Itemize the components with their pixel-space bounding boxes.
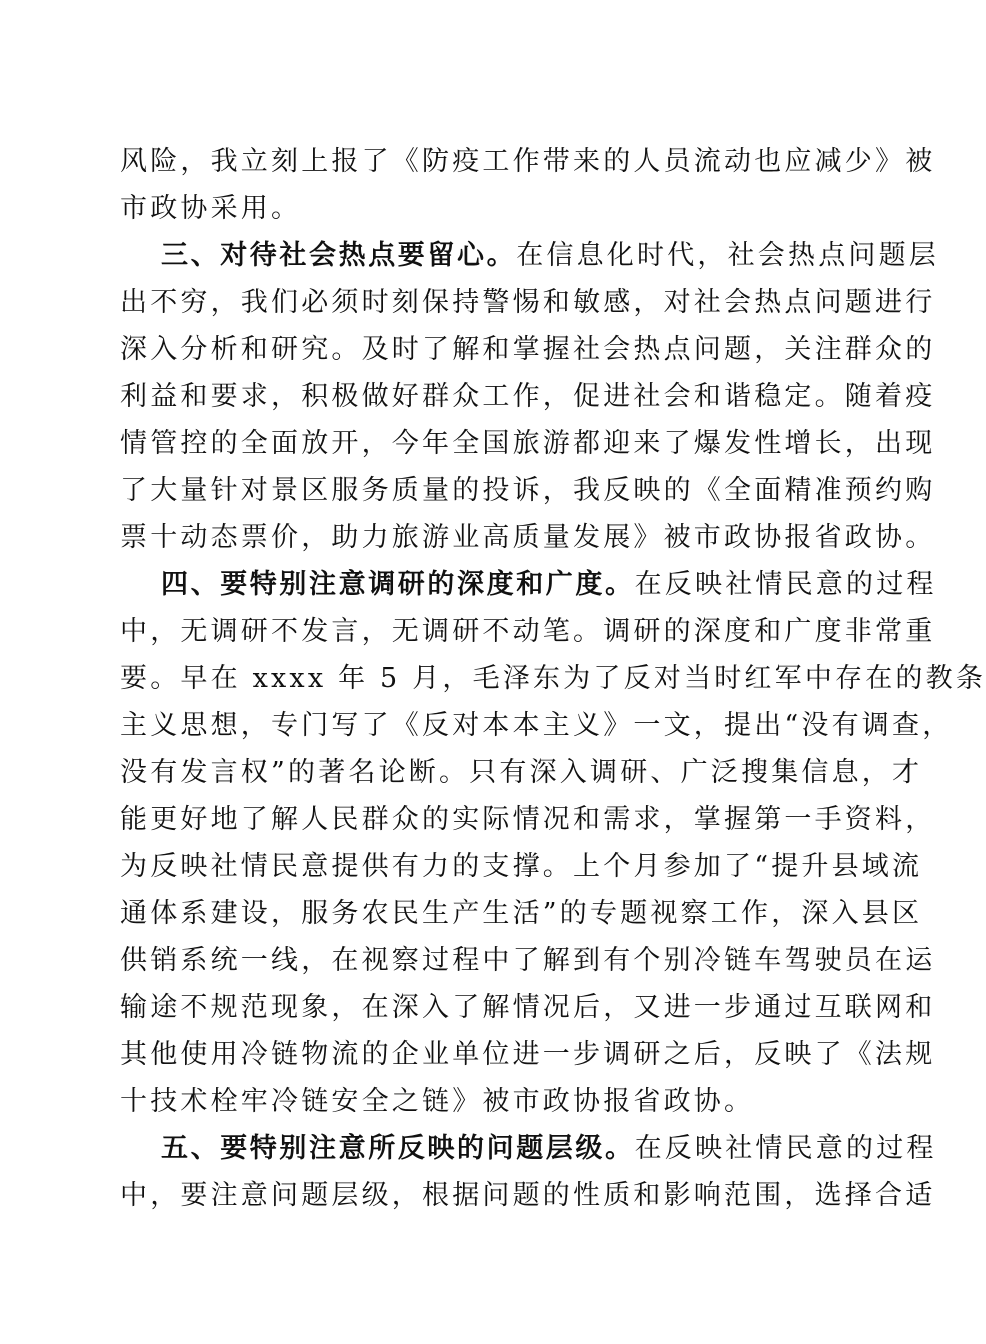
paragraph-line: 能更好地了解人民群众的实际情况和需求，掌握第一手资料， [120,804,936,835]
paragraph-line: 风险，我立刻上报了《防疫工作带来的人员流动也应减少》被 [120,146,936,177]
paragraph-line: 供销系统一线，在视察过程中了解到有个别冷链车驾驶员在运 [120,945,936,976]
paragraph-line: 中，无调研不发言，无调研不动笔。调研的深度和广度非常重 [120,616,936,647]
paragraph-line: 情管控的全面放开，今年全国旅游都迎来了爆发性增长，出现 [120,428,936,459]
paragraph-line: 市政协采用。 [120,193,302,224]
paragraph-line: 为反映社情民意提供有力的支撑。上个月参加了“提升县域流 [120,851,923,882]
paragraph-line: 十技术栓牢冷链安全之链》被市政协报省政协。 [120,1086,755,1117]
paragraph-text: 在反映社情民意的过程 [634,1133,937,1164]
section-heading: 三、对待社会热点要留心。 [161,240,517,271]
paragraph-line: 利益和要求，积极做好群众工作，促进社会和谐稳定。随着疫 [120,381,936,412]
paragraph-line: 了大量针对景区服务质量的投诉，我反映的《全面精准预约购 [120,475,936,506]
paragraph-line: 主义思想，专门写了《反对本本主义》一文，提出“没有调查， [120,710,953,741]
section-heading: 五、要特别注意所反映的问题层级。 [161,1133,635,1164]
section-heading: 四、要特别注意调研的深度和广度。 [161,569,635,600]
paragraph-line: 通体系建设，服务农民生产生活”的专题视察工作，深入县区 [120,898,923,929]
paragraph-line: 没有发言权”的著名论断。只有深入调研、广泛搜集信息，才 [120,757,923,788]
paragraph-first-line [161,1127,937,1171]
paragraph-line: 深入分析和研究。及时了解和掌握社会热点问题，关注群众的 [120,334,936,365]
paragraph-text: 在反映社情民意的过程 [634,569,937,600]
paragraph-line: 中，要注意问题层级，根据问题的性质和影响范围，选择合适 [120,1180,936,1211]
paragraph-line: 要。早在 xxxx 年 5 月，毛泽东为了反对当时红军中存在的教条 [120,663,986,694]
paragraph-line: 出不穷，我们必须时刻保持警惕和敏感，对社会热点问题进行 [120,287,936,318]
paragraph-line: 票十动态票价，助力旅游业高质量发展》被市政协报省政协。 [120,522,936,553]
paragraph-first-line [161,234,940,278]
paragraph-line: 其他使用冷链物流的企业单位进一步调研之后，反映了《法规 [120,1039,936,1070]
paragraph-line: 输途不规范现象，在深入了解情况后，又进一步通过互联网和 [120,992,936,1023]
paragraph-text: 在信息化时代，社会热点问题层 [516,240,940,271]
paragraph-first-line [161,563,937,607]
